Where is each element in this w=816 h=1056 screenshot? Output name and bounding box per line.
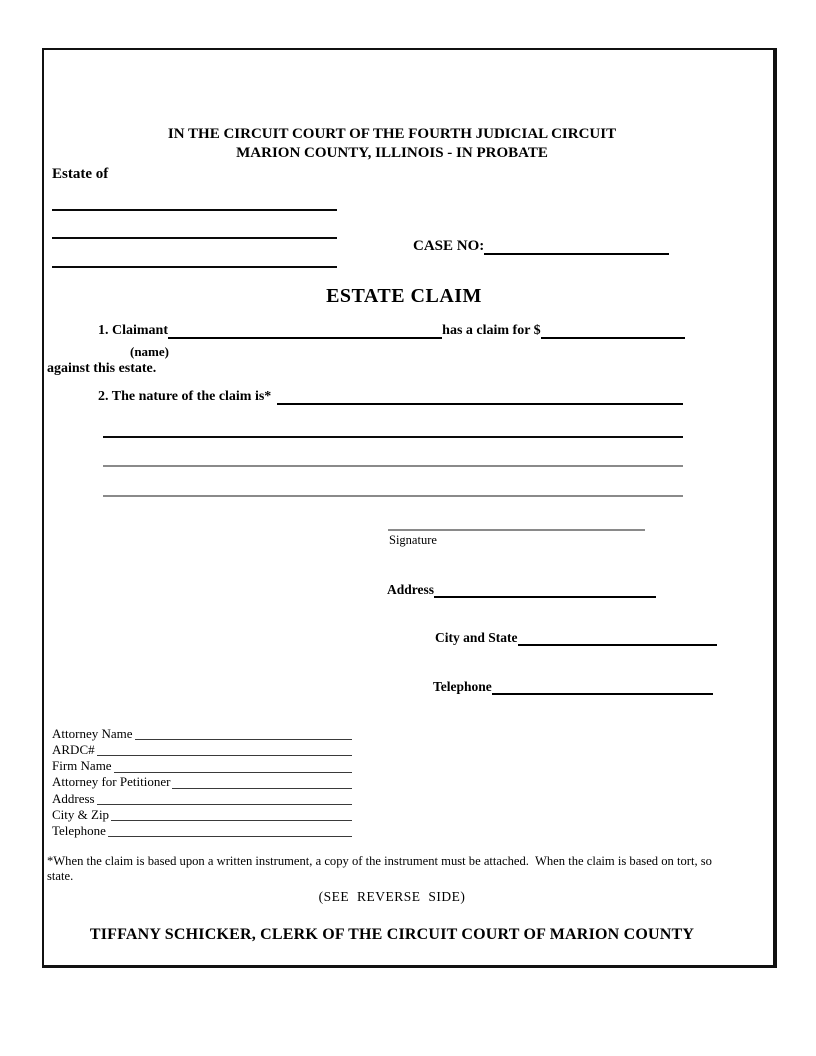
attorney-address-label: Address [52, 790, 95, 806]
address-label: Address [387, 582, 435, 597]
address-line[interactable] [434, 593, 656, 598]
court-header-line1: IN THE CIRCUIT COURT OF THE FOURTH JUDICIAL CIRCUIT [167, 126, 617, 142]
court-header-line2: MARION COUNTY, ILLINOIS - IN PROBATE [236, 145, 548, 161]
firm-name-label: Firm Name [52, 758, 112, 774]
telephone-row [433, 679, 713, 695]
attorney-for-petitioner-row [52, 774, 352, 790]
estate-of-line-1[interactable] [52, 209, 337, 211]
nature-label: 2. The nature of the claim is* [98, 389, 272, 404]
telephone-line[interactable] [492, 690, 713, 695]
attorney-for-petitioner-line[interactable] [172, 786, 352, 789]
attorney-telephone-line[interactable] [108, 834, 352, 837]
city-state-label: City and State [435, 630, 518, 645]
city-zip-label: City & Zip [52, 806, 110, 822]
estate-of-label: Estate of [52, 166, 109, 182]
firm-name-row [52, 757, 352, 773]
case-no-label: CASE NO: [413, 238, 485, 254]
attorney-block [52, 725, 352, 838]
claimant-name-line[interactable] [168, 334, 442, 339]
ardc-line[interactable] [97, 753, 352, 756]
signature-label: Signature [389, 533, 437, 547]
claimant-label: 1. Claimant [98, 323, 168, 338]
clerk-line: TIFFANY SCHICKER, CLERK OF THE CIRCUIT COURT OF MARION COUNTY [89, 926, 695, 943]
estate-of-line-3[interactable] [52, 266, 337, 268]
city-zip-row [52, 806, 352, 822]
attorney-address-row [52, 790, 352, 806]
nature-line-3[interactable] [103, 465, 683, 467]
footnote: *When the claim is based upon a written instrument, a copy of the instrument must be attached. When the claim is based on tort, so state. [47, 854, 716, 884]
has-claim-label: has a claim for $ [442, 323, 541, 338]
nature-line-4[interactable] [103, 495, 683, 497]
attorney-name-label: Attorney Name [52, 725, 133, 741]
against-estate-text: against this estate. [47, 361, 157, 376]
case-no-row [413, 238, 669, 255]
ardc-label: ARDC# [52, 742, 95, 758]
city-state-line[interactable] [518, 641, 717, 646]
nature-row [98, 389, 683, 405]
claim-amount-line[interactable] [541, 334, 685, 339]
see-reverse-note: (SEE REVERSE SIDE) [318, 889, 466, 904]
firm-name-line[interactable] [114, 770, 352, 773]
attorney-telephone-label: Telephone [52, 823, 106, 839]
form-title: ESTATE CLAIM [326, 285, 482, 307]
attorney-address-line[interactable] [97, 802, 352, 805]
attorney-name-row [52, 725, 352, 741]
nature-line-1[interactable] [277, 400, 683, 405]
attorney-for-petitioner-label: Attorney for Petitioner [52, 774, 171, 790]
ardc-row [52, 741, 352, 757]
name-hint: (name) [130, 344, 169, 359]
telephone-label: Telephone [433, 679, 492, 694]
attorney-name-line[interactable] [135, 737, 352, 740]
case-no-line[interactable] [484, 250, 669, 255]
city-zip-line[interactable] [111, 818, 352, 821]
city-state-row [435, 630, 717, 646]
estate-of-line-2[interactable] [52, 237, 337, 239]
nature-line-2[interactable] [103, 436, 683, 438]
claimant-row [98, 323, 685, 339]
signature-line[interactable] [388, 529, 645, 531]
address-row [387, 582, 656, 598]
attorney-telephone-row [52, 822, 352, 838]
